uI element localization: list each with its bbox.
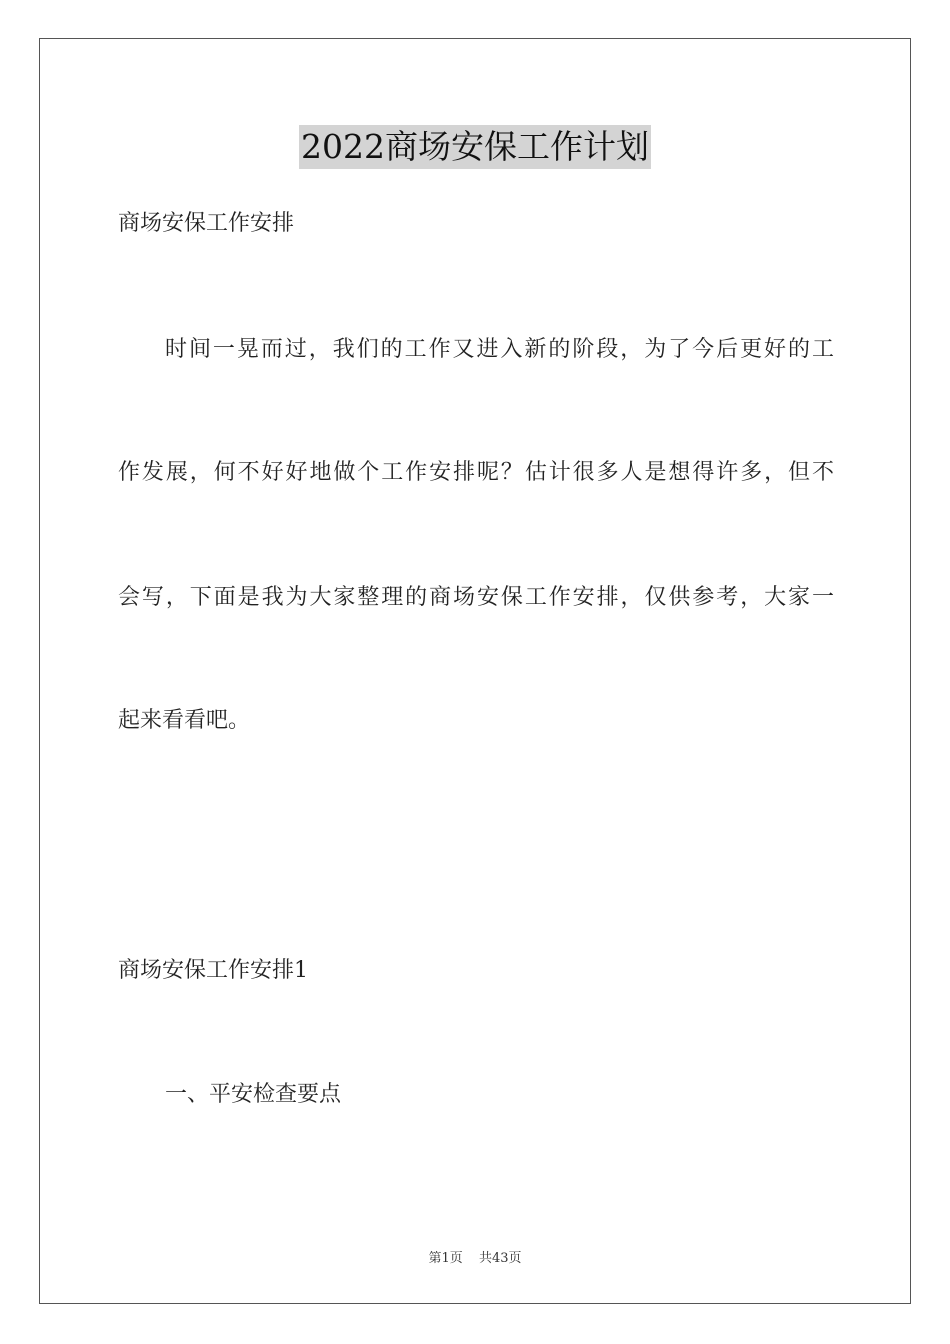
page-footer [0,1247,950,1266]
subsection-heading: 一、平安检查要点 [165,1082,342,1107]
page-total: 共43页 [478,1251,522,1266]
paragraph-line-4: 起来看看吧。 [118,708,251,733]
paragraph-line-2: 作发展，何不好好地做个工作安排呢？估计很多人是想得许多，但不 [118,460,834,485]
page-number: 第1页 [428,1251,463,1266]
document-subtitle: 商场安保工作安排 [118,211,295,236]
title-container [0,125,950,169]
document-title: 2022商场安保工作计划 [299,125,651,169]
paragraph-line-1: 时间一晃而过，我们的工作又进入新的阶段，为了今后更好的工 [165,337,834,362]
section-heading: 商场安保工作安排1 [118,958,308,983]
paragraph-line-3: 会写，下面是我为大家整理的商场安保工作安排，仅供参考，大家一 [118,585,834,610]
